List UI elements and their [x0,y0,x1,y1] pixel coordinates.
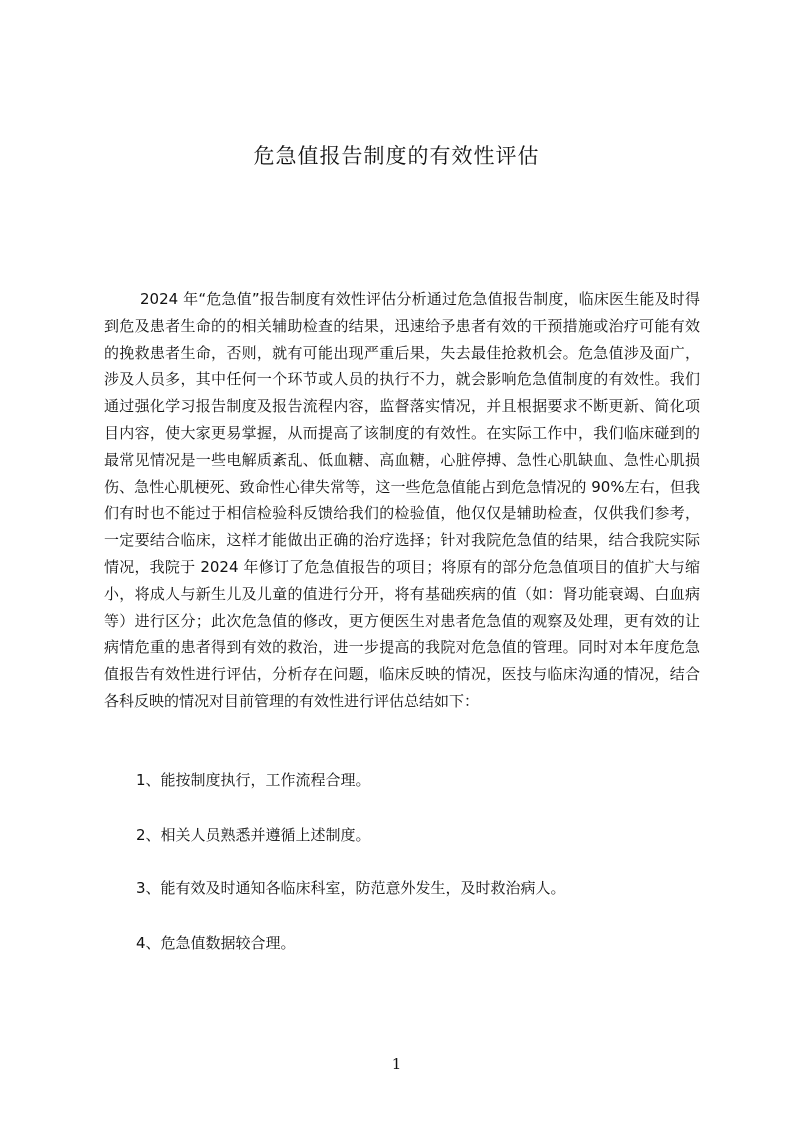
list-item: 4、危急值数据较合理。 [136,934,296,952]
page-title: 危急值报告制度的有效性评估 [253,144,540,168]
page-number: 1 [391,1055,402,1073]
list-item: 1、能按制度执行，工作流程合理。 [136,771,371,789]
list-item: 2、相关人员熟悉并遵循上述制度。 [136,826,371,844]
body-paragraph: 2024 年“危急值”报告制度有效性评估分析通过危急值报告制度，临床医生能及时得到危及患者生命的的相关辅助检查的结果，迅速给予患者有效的干预措施或治疗可能有效的挽救患者生命，否则，就有可能出现严重后果，失去最佳抢救机会。危急值涉及面广，涉及人员多，其中任何一个环节或人员的执行不力，就会影响危急值制度的有效性。我们通过强化学习报告制度及报告流程内容，监督落实情况，并且根据要求不断更新、简化项目内容，使大家更易掌握，从而提高了该制度的有效性。在实际工作中，我们临床碰到的最常见情况是一些电解质紊乱、低血糖、高血糖，心脏停搏、急性心肌缺血、急性心肌损伤、急性心肌梗死、致命性心律失常等，这一些危急值能占到危急情况的 90%左右，但我们有时也不能过于相信检验科反馈给我们的检验值，他仅仅是辅助检查，仅供我们参考，一定要结合临床，这样才能做出正确的治疗选择；针对我院危急值的结果，结合我院实际情况，我院于 2024 年修订了危急值报告的项目；将原有的部分危急值项目的值扩大与缩小，将成人与新生儿及儿童的值进行分开，将有基础疾病的值（如：肾功能衰竭、白血病等）进行区分；此次危急值的修改，更方便医生对患者危急值的观察及处理，更有效的让病情危重的患者得到有效的救治，进一步提高的我院对危急值的管理。同时对本年度危急值报告有效性进行评估，分析存在问题，临床反映的情况，医技与临床沟通的情况，结合各科反映的情况对目前管理的有效性进行评估总结如下： [104,290,700,710]
list-item: 3、能有效及时通知各临床科室，防范意外发生，及时救治病人。 [136,879,566,897]
